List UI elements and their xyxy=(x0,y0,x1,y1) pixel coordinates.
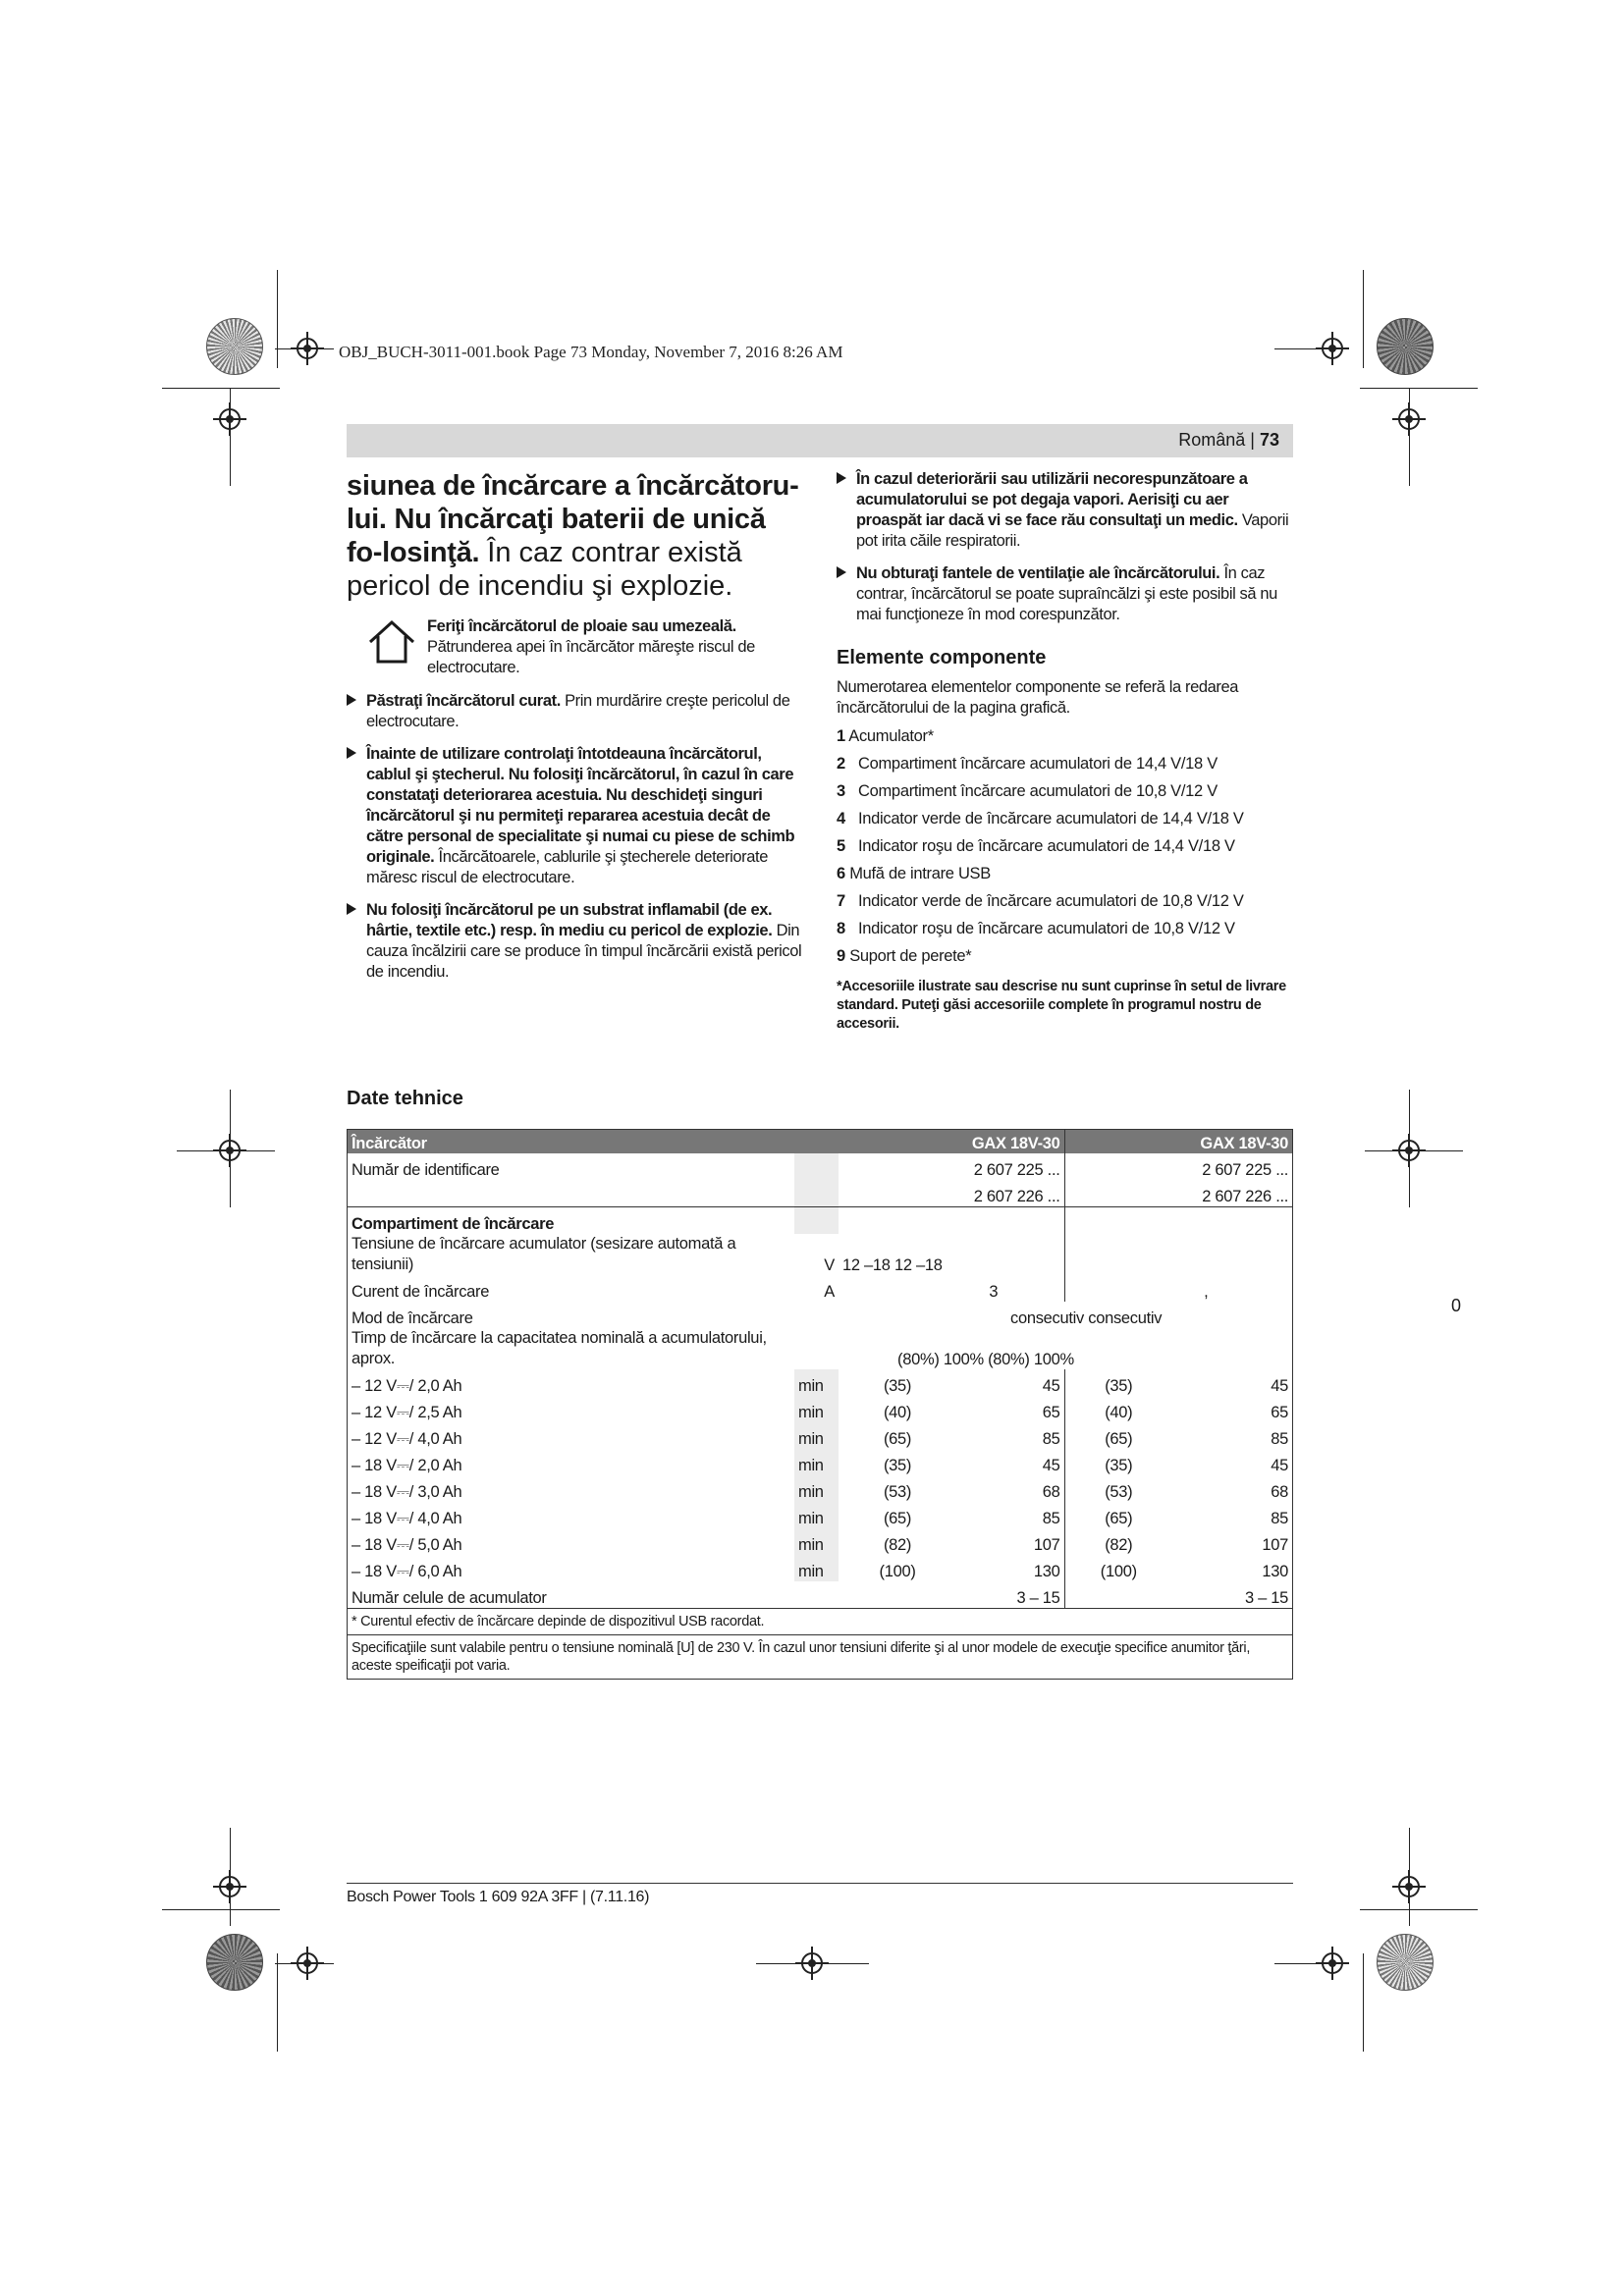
table-row xyxy=(348,1528,1292,1555)
table-note: Specificaţiile sunt valabile pentru o tensiune nominală [U] de 230 V. În cazul unor tensiuni diferite şi al unor modele de execuţie specifice anumitor ţări, aceste speificaţii pot varia. xyxy=(348,1635,1292,1680)
page-header xyxy=(347,424,1293,457)
value-80: (40) xyxy=(1064,1396,1172,1422)
components-intro: Numerotarea elementelor componente se referă la redarea încărcătorului de la pagina grafică. xyxy=(837,678,1239,717)
value-100: 45 xyxy=(1271,1457,1289,1474)
print-slug: OBJ_BUCH-3011-001.book Page 73 Monday, November 7, 2016 8:26 AM xyxy=(339,343,843,361)
tech-table xyxy=(347,1129,1293,1680)
table-row xyxy=(348,1207,1292,1235)
row-label: Mod de încărcare xyxy=(352,1309,473,1327)
table-header-row xyxy=(348,1130,1292,1153)
id-value: 2 607 226 ... xyxy=(973,1188,1060,1205)
mode-values: consecutiv consecutiv xyxy=(1010,1309,1163,1327)
unit-cell xyxy=(794,1302,839,1328)
row-label: Curent de încărcare xyxy=(352,1283,490,1301)
header-text xyxy=(1178,430,1293,451)
color-wheel-icon xyxy=(206,318,263,375)
accessories-note: *Accesoriile ilustrate sau descrise nu sunt cuprinse în setul de livrare standard. Puteţi găsi accesoriile complete în programul nostru de accesorii. xyxy=(837,979,1286,1032)
list-item xyxy=(347,744,802,888)
value-100: 45 xyxy=(1271,1377,1289,1395)
row-label xyxy=(348,1180,794,1207)
value-100: 85 xyxy=(1271,1510,1289,1527)
value-80: (65) xyxy=(1064,1502,1172,1528)
component-item xyxy=(837,860,1293,887)
row-label: Timp de încărcare la capacitatea nominală a acumulatorului, aprox. xyxy=(352,1329,767,1367)
row-label: – 18 V⎓/ 5,0 Ah xyxy=(352,1536,462,1554)
intro-warning-normal: În caz contrar există pericol de incendiu şi explozie. xyxy=(347,537,742,602)
value-80: (100) xyxy=(1064,1555,1172,1581)
row-label: – 18 V⎓/ 6,0 Ah xyxy=(352,1563,462,1580)
table-header-charger: Încărcător xyxy=(348,1130,839,1153)
unit-cell: min xyxy=(794,1475,839,1502)
bullet-bold: Nu obturaţi fantele de ventilaţie ale încărcătorului. xyxy=(856,564,1220,582)
component-item xyxy=(837,887,1293,915)
value-100: 68 xyxy=(1271,1483,1289,1501)
table-row xyxy=(348,1555,1292,1581)
bullet-text: Prin murdărire creşte pericolul de electrocutare. xyxy=(366,692,790,730)
bullet-arrow-icon xyxy=(347,903,356,915)
value-80: (65) xyxy=(1064,1422,1172,1449)
component-label: Mufă de intrare USB xyxy=(849,865,991,882)
value-80: (35) xyxy=(883,1457,912,1474)
empty-cell xyxy=(839,1207,1064,1235)
page-number: 73 xyxy=(1259,430,1279,450)
header-separator: | xyxy=(1250,430,1255,450)
value-80: (82) xyxy=(1064,1528,1172,1555)
value-100: 107 xyxy=(1033,1536,1060,1554)
components-list xyxy=(837,722,1293,970)
value-80: (35) xyxy=(883,1377,912,1395)
component-label: Compartiment încărcare acumulatori de 10,8 V/12 V xyxy=(858,782,1218,800)
component-item xyxy=(837,805,1293,832)
value-100: 45 xyxy=(1042,1377,1060,1395)
unit-cell xyxy=(794,1581,839,1609)
current-value: 3 xyxy=(989,1283,999,1301)
value-100: 107 xyxy=(1262,1536,1289,1554)
list-item xyxy=(347,691,802,732)
bullet-bold: În cazul deteriorării sau utilizării necorespunzătoare a acumulatorului se pot degaja vapori. Aerisiţi cu aer proaspăt iar dacă vi se face rău consultaţi un medic. xyxy=(856,470,1248,529)
value-100: 130 xyxy=(1262,1563,1289,1580)
component-label: Indicator roşu de încărcare acumulatori de 10,8 V/12 V xyxy=(858,920,1235,937)
bullet-text: Vaporii pot irita căile respiratorii. xyxy=(856,511,1289,550)
id-value: 2 607 225 ... xyxy=(1064,1153,1292,1180)
unit-cell xyxy=(794,1328,839,1369)
unit-cell: min xyxy=(794,1555,839,1581)
bullet-bold: Înainte de utilizare controlaţi întotdeauna încărcătorul, cablul şi ştecherul. Nu folosiţi încărcătorul, în cazul în care constataţi deteriorarea acestuia. Nu deschideţi singuri încărcătorul şi nu permiteţi repararea acestuia decât de către personal de specialitate şi numai cu piese de schimb originale. xyxy=(366,745,795,866)
row-label: – 18 V⎓/ 4,0 Ah xyxy=(352,1510,462,1527)
value-80: (65) xyxy=(883,1510,912,1527)
value-100: 65 xyxy=(1271,1404,1289,1421)
value-80: (53) xyxy=(1064,1475,1172,1502)
unit-cell: min xyxy=(794,1528,839,1555)
header-language: Română xyxy=(1178,430,1246,450)
bullet-arrow-icon xyxy=(837,566,846,578)
components-title: Elemente componente xyxy=(837,647,1047,668)
component-number: 5 xyxy=(837,837,845,855)
bullet-bold: Păstraţi încărcătorul curat. xyxy=(366,692,561,710)
table-header-model: GAX 18V-30 xyxy=(839,1130,1064,1153)
component-label: Indicator verde de încărcare acumulatori de 10,8 V/12 V xyxy=(858,892,1244,910)
list-item xyxy=(837,469,1293,552)
table-row xyxy=(348,1302,1292,1328)
bullet-bold: Nu folosiţi încărcătorul pe un substrat inflamabil (de ex. hârtie, textile etc.) resp. în mediu cu pericol de explozie. xyxy=(366,901,773,939)
value-100: 45 xyxy=(1042,1457,1060,1474)
value-100: 130 xyxy=(1033,1563,1060,1580)
row-label: Număr celule de acumulator xyxy=(352,1589,547,1607)
value-100: 85 xyxy=(1042,1430,1060,1448)
table-header-model: GAX 18V-30 xyxy=(1064,1130,1292,1153)
unit-cell: min xyxy=(794,1396,839,1422)
value-80: (65) xyxy=(883,1430,912,1448)
cells-value: 3 – 15 xyxy=(1016,1589,1060,1607)
footer-rule xyxy=(347,1883,1293,1884)
row-label: – 12 V⎓/ 2,0 Ah xyxy=(352,1377,462,1395)
color-wheel-icon xyxy=(1377,318,1434,375)
component-label: Suport de perete* xyxy=(849,947,972,965)
id-value: 2 607 225 ... xyxy=(973,1161,1060,1179)
value-100: 85 xyxy=(1042,1510,1060,1527)
intro-warning xyxy=(347,469,802,603)
component-item xyxy=(837,777,1293,805)
component-label: Indicator verde de încărcare acumulatori de 14,4 V/18 V xyxy=(858,810,1244,828)
table-row xyxy=(348,1422,1292,1449)
bullet-arrow-icon xyxy=(347,747,356,759)
value-80: (82) xyxy=(883,1536,912,1554)
table-row xyxy=(348,1369,1292,1396)
unit-cell: min xyxy=(794,1369,839,1396)
bullet-text: În caz contrar, încărcătorul se poate supraîncălzi şi este posibil să nu mai funcţioneze în mod corespunzător. xyxy=(856,564,1277,623)
component-label: Compartiment încărcare acumulatori de 14,4 V/18 V xyxy=(858,755,1218,773)
component-number: 3 xyxy=(837,782,845,800)
component-item xyxy=(837,750,1293,777)
row-label: Număr de identificare xyxy=(352,1161,500,1179)
unit-cell xyxy=(794,1180,839,1207)
table-row xyxy=(348,1581,1292,1609)
unit-cell: min xyxy=(794,1449,839,1475)
component-number: 6 xyxy=(837,865,845,882)
table-row xyxy=(348,1449,1292,1475)
row-label: – 12 V⎓/ 2,5 Ah xyxy=(352,1404,462,1421)
tech-title: Date tehnice xyxy=(347,1088,463,1109)
house-icon xyxy=(366,616,417,667)
component-number: 2 xyxy=(837,755,845,773)
color-wheel-icon xyxy=(206,1934,263,1991)
rain-warning-bold: Feriţi încărcătorul de ploaie sau umezeală. xyxy=(427,617,736,635)
color-wheel-icon xyxy=(1377,1934,1434,1991)
table-row xyxy=(348,1396,1292,1422)
page-footer: Bosch Power Tools 1 609 92A 3FF | (7.11.16) xyxy=(347,1889,650,1905)
table-row xyxy=(348,1234,1292,1275)
section-label: Compartiment de încărcare xyxy=(348,1207,794,1235)
table-row xyxy=(348,1275,1292,1302)
rain-warning xyxy=(347,616,802,679)
unit-cell: V xyxy=(824,1256,836,1274)
bullet-text: Încărcătoarele, cablurile şi ştecherele deteriorate măresc riscul de electrocutare. xyxy=(366,848,768,886)
value-100: 85 xyxy=(1271,1430,1289,1448)
unit-cell: min xyxy=(794,1422,839,1449)
row-label: Tensiune de încărcare acumulator (sesizare automată a tensiunii) xyxy=(352,1235,736,1273)
value-80: (100) xyxy=(879,1563,916,1580)
intro-warning-bold: siunea de încărcare a încărcătoru-lui. Nu încărcaţi baterii de unică fo-losinţă. xyxy=(347,470,799,568)
voltage-values: 12 –18 12 –18 xyxy=(842,1256,943,1274)
component-number: 7 xyxy=(837,892,845,910)
component-item xyxy=(837,915,1293,942)
id-value: 2 607 226 ... xyxy=(1064,1180,1292,1207)
bullet-arrow-icon xyxy=(347,694,356,706)
empty-cell xyxy=(1064,1207,1292,1235)
value-100: 68 xyxy=(1042,1483,1060,1501)
component-item xyxy=(837,832,1293,860)
stray-mark: 0 xyxy=(1451,1296,1462,1315)
component-number: 1 xyxy=(837,727,845,745)
value-80: (40) xyxy=(883,1404,912,1421)
component-label: Acumulator* xyxy=(848,727,934,745)
component-number: 9 xyxy=(837,947,845,965)
value-80: (35) xyxy=(1064,1369,1172,1396)
list-item xyxy=(837,563,1293,625)
table-row xyxy=(348,1502,1292,1528)
rain-warning-text: Pătrunderea apei în încărcător măreşte riscul de electrocutare. xyxy=(427,638,755,676)
component-label: Indicator roşu de încărcare acumulatori de 14,4 V/18 V xyxy=(858,837,1235,855)
row-label: – 12 V⎓/ 4,0 Ah xyxy=(352,1430,462,1448)
bullet-text: Din cauza încălzirii care se produce în timpul încărcării există pericol de incendiu. xyxy=(366,922,802,981)
bullet-arrow-icon xyxy=(837,472,846,484)
table-note-row xyxy=(348,1609,1292,1635)
row-label: – 18 V⎓/ 2,0 Ah xyxy=(352,1457,462,1474)
component-item xyxy=(837,722,1293,750)
right-column xyxy=(837,469,1293,1034)
value-80: (53) xyxy=(883,1483,912,1501)
list-item xyxy=(347,900,802,983)
table-note-row xyxy=(348,1635,1292,1680)
component-number: 4 xyxy=(837,810,845,828)
value-100: 65 xyxy=(1042,1404,1060,1421)
cells-value: 3 – 15 xyxy=(1064,1581,1292,1609)
table-row xyxy=(348,1328,1292,1369)
table-row xyxy=(348,1475,1292,1502)
component-item xyxy=(837,942,1293,970)
empty-cell xyxy=(1064,1234,1292,1275)
table-note: * Curentul efectiv de încărcare depinde de dispozitivul USB racordat. xyxy=(348,1609,1292,1635)
unit-cell: min xyxy=(794,1502,839,1528)
table-row xyxy=(348,1180,1292,1207)
unit-cell xyxy=(794,1207,839,1235)
table-row xyxy=(348,1153,1292,1180)
component-number: 8 xyxy=(837,920,845,937)
current-value: , xyxy=(1064,1275,1292,1302)
unit-cell xyxy=(794,1153,839,1180)
left-column xyxy=(347,469,802,983)
value-80: (35) xyxy=(1064,1449,1172,1475)
time-header: (80%) 100% (80%) 100% xyxy=(897,1351,1074,1368)
row-label: – 18 V⎓/ 3,0 Ah xyxy=(352,1483,462,1501)
unit-cell: A xyxy=(824,1283,836,1301)
